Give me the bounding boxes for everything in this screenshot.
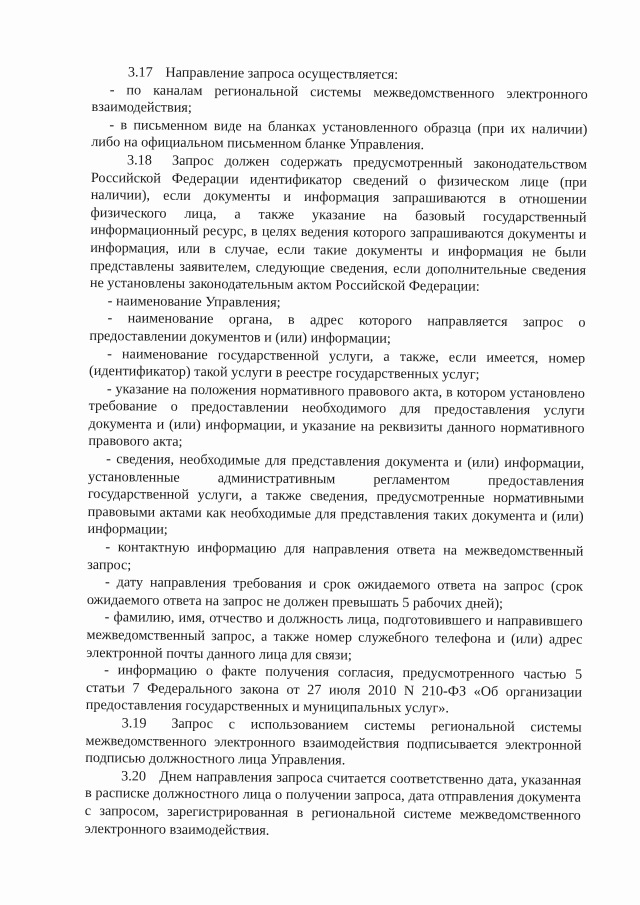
list-item: - в письменном виде на бланках установленного образца (при их наличии) либо на официальном письменном бланке Управления. xyxy=(91,116,588,154)
list-item: - сведения, необходимые для представления документа и (или) информации, установленные административным регламентом предоставления государственной услуги, а также сведения, предусмотренные нормативными правовыми актами как необходимые для представления таких документа и (или) информации; xyxy=(87,451,585,539)
paragraph-3-18 xyxy=(90,152,587,298)
list-item: - наименование государственной услуги, а также, если имеется, номер (идентификатор) такой услуги в реестре государственных услуг; xyxy=(88,345,586,383)
paragraph-text: Запрос должен содержать предусмотренный законодательством Российской Федерации идентификатор сведений о физическом лице (при наличии), если документы и информация запрашиваются в отношении физического лица, а также указание на базовый государственный информационный ресурс, в целях ведения которого запрашиваются документы и информация, или в случае, если такие документы и информация не были представлены заявителем, следующие сведения, если дополнительные сведения не установлены законодательным актом Российской Федерации: xyxy=(89,152,588,295)
paragraph-text: Днем направления запроса считается соответственно дата, указанная в расписке должностного лица о получении запроса, дата отправления документа с запросом, зарегистрированная в региональной системе межведомственного электронного взаимодействия. xyxy=(84,768,582,839)
list-item: - фамилию, имя, отчество и должность лица, подготовившего и направившего межведомственный запрос, а также номер служебного телефона и (или) адрес электронной почты данного лица для связи; xyxy=(86,609,583,664)
list-item: - наименование Управления; xyxy=(107,292,281,311)
paragraph-text: Направление запроса осуществляется: xyxy=(165,64,399,83)
paragraph-number: 3.20 xyxy=(121,768,147,785)
list-item: - указание на положения нормативного правового акта, в котором установлено требование о предоставлении необходимого для предоставления услуги документа и (или) информации, и указание на реквизиты данного нормативного правового акта; xyxy=(88,380,585,451)
list-item: - дату направления требования и срок ожидаемого ответа на запрос (срок ожидаемого ответа на запрос не должен превышать 5 рабочих дней); xyxy=(86,574,584,612)
list-item: - по каналам региональной системы межведомственного электронного взаимодействия; xyxy=(91,81,588,117)
paragraph-3-20 xyxy=(85,768,582,843)
list-item: - контактную информацию для направления ответа на межведомственный запрос; xyxy=(87,539,584,574)
list-item: - наименование органа, в адрес которого направляется запрос о предоставлении документов и (или) информации; xyxy=(89,310,586,347)
list-item: - информацию о факте получения согласия, предусмотренного частью 5 статьи 7 Федерального закона от 27 июля 2010 N 210-ФЗ «Об организации предоставления государственных и муниципальных услуг». xyxy=(85,662,583,717)
paragraph-text: Запрос с использованием системы региональной системы межведомственного электронного взаимодействия подписывается электронной подписью должностного лица Управления. xyxy=(85,715,582,769)
paragraph-number: 3.18 xyxy=(127,152,152,169)
paragraph-number: 3.19 xyxy=(121,715,147,732)
paragraph-number: 3.17 xyxy=(127,64,153,81)
paragraph-3-19 xyxy=(85,715,581,773)
document-body xyxy=(85,64,588,843)
